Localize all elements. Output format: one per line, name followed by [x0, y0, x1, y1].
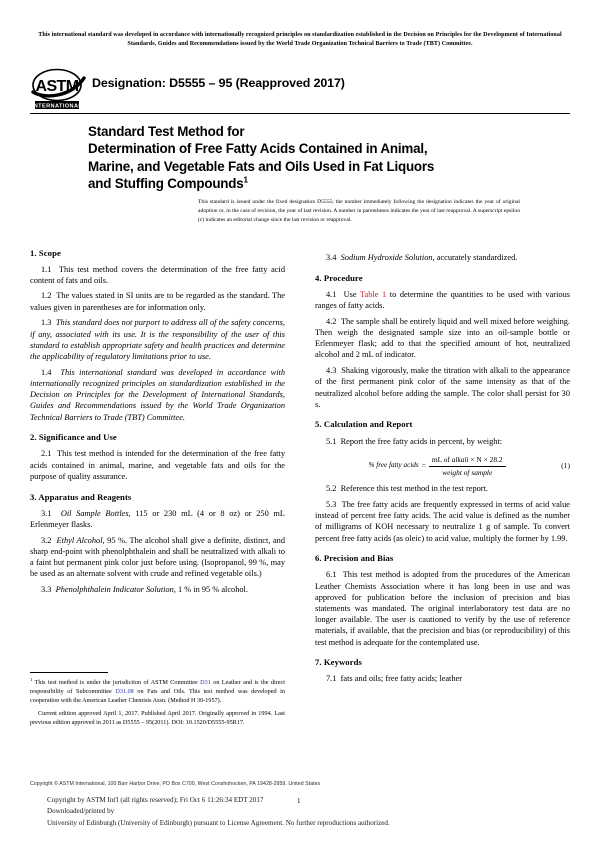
title-line-4: and Stuffing Compounds$^1$	[88, 175, 248, 191]
copyright-line: Copyright © ASTM International, 100 Barr Harbor Drive, PO Box C700, West Conshohocken, PA 19428-2959. United States	[30, 781, 321, 787]
header-divider	[30, 113, 570, 114]
section-heading-apparatus: 3. Apparatus and Reagents	[30, 491, 132, 502]
right-column	[315, 248, 570, 685]
section-heading-keywords: 7. Keywords	[315, 657, 362, 668]
paragraph-4-2: 4.2 The sample shall be entirely liquid and well mixed before weighing. Then weigh the designated sample size into an oil-sample bottle or Erlenmeyer flask; add to that the specified amount of hot, neutralized alcohol and 2 mL of indicator.	[315, 316, 570, 360]
paragraph-5-3: 5.3 The free fatty acids are frequently expressed in terms of acid value instead of percent free fatty acids. The acid value is defined as the number of milligrams of KOH necessary to neutralize 1 g of sample. To convert percent free fatty acids (as oleic) to acid value, multiply the former by 1.99.	[315, 499, 570, 543]
title-line-1: Standard Test Method for	[88, 124, 245, 139]
license-line-2: Downloaded/printed by	[47, 807, 115, 816]
paragraph-1-4: 1.4 This international standard was developed in accordance with internationally recognized principles on standardization established in the Decision on Principles for the Development of International Standards, Guides and Recommendations issued by the World Trade Organization Technical Barriers to Trade (TBT) Committee.	[30, 367, 285, 422]
equation-number: (1)	[561, 460, 570, 470]
svg-text:INTERNATIONAL: INTERNATIONAL	[31, 103, 83, 110]
license-line-3: University of Edinburgh (University of Edinburgh) pursuant to License Agreement. No further reproductions authorized.	[47, 818, 390, 827]
astm-logo-icon	[30, 66, 88, 110]
committee-d31-link[interactable]: D31	[200, 679, 211, 686]
paragraph-5-2: 5.2 Reference this test method in the test report.	[326, 484, 488, 494]
title-footnote-marker: 1	[243, 175, 248, 185]
paragraph-5-1: 5.1 Report the free fatty acids in percent, by weight:	[326, 436, 503, 446]
left-column	[30, 248, 285, 595]
footnote-block	[30, 678, 285, 727]
page-number: 1	[297, 797, 301, 805]
section-heading-significance: 2. Significance and Use	[30, 432, 117, 443]
table-1-link[interactable]: Table 1	[360, 289, 387, 299]
equation-equals: =	[421, 461, 426, 471]
section-heading-precision: 6. Precision and Bias	[315, 553, 394, 564]
document-header	[30, 66, 570, 112]
paragraph-3-3: 3.3 Phenolphthalein Indicator Solution, 1 % in 95 % alcohol.	[41, 584, 248, 594]
section-heading-scope: 1. Scope	[30, 248, 61, 258]
page-title	[88, 123, 518, 192]
paragraph-4-1: 4.1 Use Table 1 to determine the quantities to be used with various ranges of fatty acids.	[315, 289, 570, 310]
equation-free-fatty-acids	[315, 453, 570, 479]
paragraph-6-1: 6.1 This test method is adopted from the procedures of the American Leather Chemists Association where it has long been in use and was approved for publication before the inclusion of precision and bias statements was mandated. The original interlaboratory test data are no longer available. The user is cautioned to verify by the use of reference materials, if available, that the precision and bias (or reproducibility) of this test method is adequate for the contemplated use.	[315, 570, 570, 647]
paragraph-1-3: 1.3 This standard does not purport to address all of the safety concerns, if any, associated with its use. It is the responsibility of the user of this standard to establish appropriate safety and health practices and determine the applicability of regulatory limitations prior to use.	[30, 318, 286, 362]
equation-denominator: weight of sample	[442, 467, 493, 477]
equation-fraction	[429, 455, 506, 478]
footnote-edition: Current edition approved April 1, 2017. Published April 2017. Originally approved in 1994. Last previous edition approved in 2011 as D5555 – 95(2011). DOI: 10.1520/D5555-95R17.	[30, 709, 285, 726]
tbt-notice: This international standard was developed in accordance with internationally recognized principles on standardization established in the Decision on Principles for the Development of International Standards, Guides and Recommendations issued by the World Trade Organization Technical Barriers to Trade (TBT) Committee.	[38, 32, 562, 48]
footnote-jurisdiction: $^1$ This test method is under the jurisdiction of ASTM Committee D31 on Leather and is the direct responsibility of Subcommittee D31.08 on Fats and Oils. This test method was developed in cooperation with the American Leather Chemists Assn. (Method H 30-1957).	[30, 676, 285, 705]
paragraph-1-1: 1.1 This test method covers the determination of the free fatty acid content of fats and oils.	[30, 264, 285, 285]
footnote-divider	[30, 672, 108, 673]
paragraph-4-3: 4.3 Shaking vigorously, make the titration with alkali to the appearance of the first permanent pink color of the same intensity as that of the neutralized alcohol before adding the sample. The color shall persist for 30 s.	[315, 366, 570, 409]
paragraph-3-2: 3.2 Ethyl Alcohol, 95 %. The alcohol shall give a definite, distinct, and sharp end-point with phenolphthalein and shall be neutralized with alkali to a faint but permanent pink color just before using. (Isopropanol, 99 %, may be used as an alternate solvent with crude and refined vegetable oils.)	[30, 535, 286, 579]
paragraph-2-1: 2.1 This test method is intended for the determination of the free fatty acids contained in animal, marine, and vegetable fats and oils for the purpose of quality assurance.	[30, 449, 285, 481]
section-heading-procedure: 4. Procedure	[315, 272, 363, 283]
paragraph-7-1: 7.1 fats and oils; free fatty acids; leather	[326, 674, 463, 684]
section-heading-calculation: 5. Calculation and Report	[315, 419, 413, 430]
paragraph-3-4: 3.4 Sodium Hydroxide Solution, accurately standardized.	[326, 253, 518, 262]
equation-lhs: % free fatty acids	[368, 461, 419, 470]
paragraph-1-2: 1.2 The values stated in SI units are to be regarded as the standard. The values given in parentheses are for information only.	[30, 291, 285, 312]
license-line-1: Copyright by ASTM Int'l (all rights reserved); Fri Oct 6 11:26:34 EDT 2017	[47, 796, 264, 804]
issuance-note: This standard is issued under the fixed designation D5555; the number immediately following the designation indicates the year of original adoption or, in the case of revision, the year of last revision. A number in parentheses indicates the year of last reapproval. A superscript epsilon (ε) indicates an editorial change since the last revision or reapproval.	[198, 199, 520, 224]
designation-text: Designation: D5555 – 95 (Reapproved 2017)	[92, 76, 345, 90]
svg-text:ASTM: ASTM	[35, 78, 79, 95]
equation-numerator: mL of alkali × N × 28.2	[429, 455, 506, 467]
paragraph-3-1: 3.1 Oil Sample Bottles, 115 or 230 mL (4 or 8 oz) or 250 mL Erlenmeyer flasks.	[30, 508, 286, 529]
title-line-3: Marine, and Vegetable Fats and Oils Used in Fat Liquors	[88, 158, 435, 174]
title-line-2: Determination of Free Fatty Acids Contained in Animal,	[88, 141, 428, 157]
subcommittee-d3108-link[interactable]: D31.08	[115, 688, 134, 696]
